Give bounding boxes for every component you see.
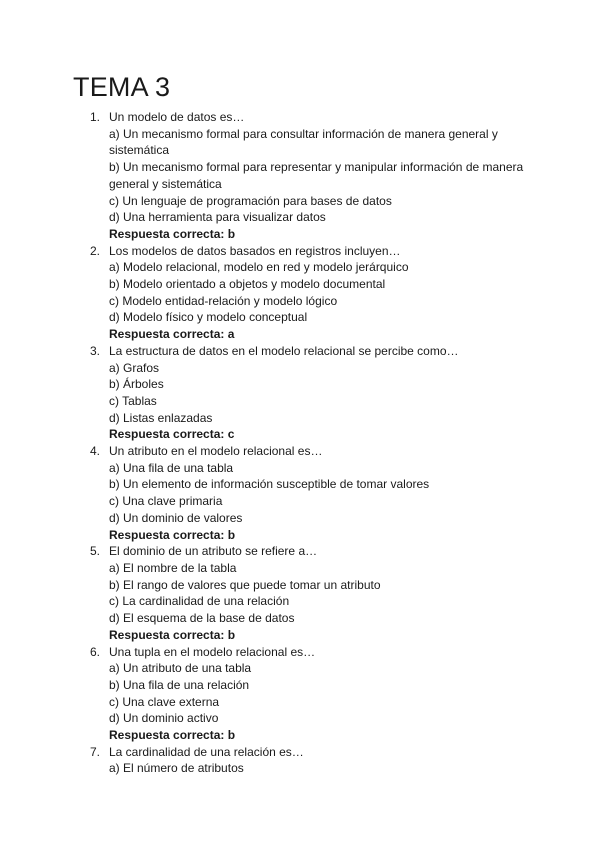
question-item: [0, 543, 600, 643]
answer-option: c) Una clave primaria: [109, 494, 223, 509]
question-text: Un modelo de datos es…: [109, 110, 245, 124]
answer-option: c) Modelo entidad-relación y modelo lógico: [109, 293, 338, 308]
answer-option: a) El número de atributos: [109, 761, 244, 776]
answer-option: b) Un mecanismo formal para representar y manipular información de manera general y sistemática: [109, 160, 524, 191]
answer-option: b) Árboles: [109, 377, 164, 392]
question-item: [0, 343, 600, 443]
answer-option: b) Un elemento de información susceptible de tomar valores: [109, 477, 430, 492]
answer-option: c) Tablas: [109, 393, 157, 408]
question-item: [0, 443, 600, 543]
question-item: [0, 243, 600, 343]
answer-option: d) Listas enlazadas: [109, 410, 213, 425]
question-number: 6.: [90, 644, 101, 659]
question-number: 4.: [90, 444, 101, 459]
question-number: 1.: [90, 110, 101, 124]
correct-answer: Respuesta correcta: a: [109, 327, 235, 342]
answer-option: d) Una herramienta para visualizar datos: [109, 210, 326, 225]
answer-option: d) Modelo físico y modelo conceptual: [109, 310, 308, 325]
answer-option: b) Modelo orientado a objetos y modelo documental: [109, 277, 386, 292]
answer-option: a) Una fila de una tabla: [109, 460, 234, 475]
question-list: [0, 109, 600, 777]
question-text: Una tupla en el modelo relacional es…: [109, 644, 316, 659]
answer-option: c) La cardinalidad de una relación: [109, 594, 290, 609]
answer-option: a) Grafos: [109, 360, 160, 375]
question-text: La estructura de datos en el modelo relacional se percibe como…: [109, 343, 459, 358]
answer-option: b) Una fila de una relación: [109, 677, 250, 692]
answer-option: d) El esquema de la base de datos: [109, 611, 295, 626]
correct-answer: Respuesta correcta: c: [109, 427, 235, 442]
question-text: Un atributo en el modelo relacional es…: [109, 444, 323, 459]
answer-option: d) Un dominio de valores: [109, 510, 243, 525]
question-number: 3.: [90, 343, 101, 358]
correct-answer: Respuesta correcta: b: [109, 226, 236, 241]
question-item: [0, 744, 600, 777]
answer-option: a) El nombre de la tabla: [109, 560, 237, 575]
correct-answer: Respuesta correcta: b: [109, 627, 236, 642]
answer-option: c) Una clave externa: [109, 694, 220, 709]
correct-answer: Respuesta correcta: b: [109, 728, 236, 743]
answer-option: a) Un atributo de una tabla: [109, 661, 252, 676]
question-item: [0, 644, 600, 744]
question-text: Los modelos de datos basados en registros incluyen…: [109, 243, 401, 258]
question-number: 7.: [90, 744, 101, 759]
correct-answer: Respuesta correcta: b: [109, 527, 236, 542]
answer-option: d) Un dominio activo: [109, 711, 219, 726]
question-number: 2.: [90, 243, 101, 258]
question-text: La cardinalidad de una relación es…: [109, 744, 304, 759]
answer-option: c) Un lenguaje de programación para bases de datos: [109, 193, 392, 208]
question-item: [0, 109, 600, 243]
answer-option: a) Un mecanismo formal para consultar información de manera general y sistemática: [109, 126, 498, 158]
page-title: TEMA 3: [73, 72, 171, 102]
answer-option: a) Modelo relacional, modelo en red y modelo jerárquico: [109, 260, 409, 275]
question-number: 5.: [90, 544, 101, 559]
question-text: El dominio de un atributo se refiere a…: [109, 544, 318, 559]
answer-option: b) El rango de valores que puede tomar un atributo: [109, 577, 381, 592]
